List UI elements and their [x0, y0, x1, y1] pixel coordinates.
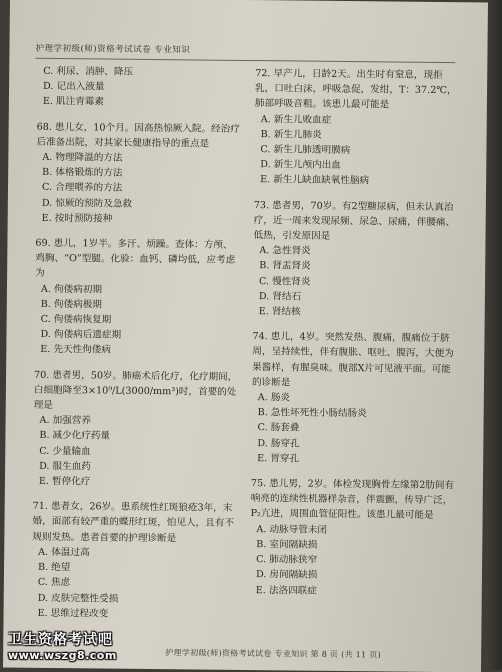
answer-option: A. 肠炎: [257, 392, 291, 404]
answer-option: A. 加强营养: [39, 415, 92, 427]
answer-option: B. 绝望: [37, 561, 71, 574]
question: [36, 119, 242, 228]
answer-option: B. 体格锻炼的方法: [42, 167, 123, 179]
answer-option: A. 体温过高: [38, 546, 90, 559]
watermark-url: www.wszg8.com: [8, 649, 117, 662]
answer-option: D. 新生儿颅内出血: [260, 159, 341, 172]
answer-option: A. 动脉导管未闭: [256, 523, 328, 536]
answer-option: E. 胃穿孔: [257, 452, 300, 465]
page-shadow: [488, 0, 502, 670]
question-stem: 72. 早产儿，日龄2天。出生时有窒息，现拒乳，口吐白沫，呼吸急促，发绀，T：37.2℃，肺部呼吸音粗。该患儿最可能是: [254, 68, 457, 111]
question-stem: 74. 患儿，4岁。突然发热、腹痛，腹痛位于脐周，呈持续性，伴有腹胀、呕吐、腹泻，大便为果酱样，有腥臭味。腹部X片可见液平面。可能的诊断是: [251, 331, 454, 389]
question: [250, 476, 456, 600]
question: [251, 329, 457, 468]
answer-option: B. 新生儿肺炎: [260, 128, 322, 141]
answer-option: E. 肾结核: [258, 306, 301, 318]
answer-option: E. 新生儿缺血缺氧性脑病: [260, 174, 370, 187]
right-column: [250, 66, 461, 610]
answer-option: E. 思维过程改变: [37, 607, 109, 620]
question: [34, 236, 240, 360]
answer-option: E. 暂停化疗: [38, 475, 91, 488]
left-column: [31, 64, 242, 633]
question: [31, 499, 237, 623]
answer-option: C. 利尿、消肿、降压: [43, 65, 134, 78]
page-footer: 护理学初级(师)资格考试试卷 专业知识 第 8 页 (共 11 页): [165, 648, 382, 660]
page-header: 护理学初级(师)资格考试试卷 专业知识: [35, 42, 455, 63]
watermark-title: 卫生资格考试吧: [8, 632, 113, 648]
answer-option: D. 记出入液量: [43, 81, 105, 93]
answer-option: E. 按时预防接种: [41, 212, 113, 225]
answer-option: D. 房间隔缺损: [255, 569, 318, 582]
question-stem: 70. 患者男，50岁。肺癌术后化疗，化疗期间，白细胞降至3×10⁹/L(3000/mm³)时，首要的处理是: [33, 369, 238, 412]
question-stem: 75. 患儿男，2岁。体检发现胸骨左缘第2肋间有响亮的连续性机器样杂音，伴震颤，传导广泛，P₂亢进，周围血管征阳性。该患儿最可能是: [250, 478, 455, 522]
question: [33, 367, 239, 491]
question: [253, 198, 459, 322]
answer-option: D. 肾结石: [258, 290, 302, 303]
answer-option: D. 服生血药: [39, 460, 91, 473]
answer-option: E. 肌注青霉素: [42, 96, 105, 108]
question: [37, 64, 242, 112]
answer-option: E. 法洛四联症: [255, 584, 317, 597]
answer-option: C. 焦虑: [37, 577, 71, 589]
site-watermark: [8, 632, 117, 664]
answer-option: C. 合理喂养的方法: [41, 182, 123, 195]
question-stem: 73. 患者男，70岁。有2型糖尿病，但未认真治疗，近一周来发现尿频、尿急、尿痛，伴腰痛、低热，引发原因是: [253, 199, 456, 242]
answer-option: A. 新生儿败血症: [260, 113, 332, 126]
answer-option: C. 少量输血: [39, 445, 91, 458]
answer-option: A. 急性肾炎: [259, 245, 311, 257]
answer-option: C. 慢性肾炎: [258, 275, 311, 288]
answer-option: B. 室间隔缺损: [256, 538, 318, 551]
question: [254, 66, 460, 190]
answer-option: C. 新生儿肺透明膜病: [260, 144, 351, 157]
answer-option: A. 物理降温的方法: [42, 151, 123, 164]
answer-option: D. 惊厥的预防及急救: [41, 197, 133, 210]
question-stem: 68. 患儿女，10个月。因高热惊厥入院。经治疗后准备出院，对其家长健康指导的重点是: [36, 121, 240, 150]
answer-option: E. 先天性佝偻病: [40, 344, 112, 357]
answer-option: B. 减少化疗药量: [39, 430, 111, 443]
answer-option: B. 肾盂肾炎: [259, 260, 311, 273]
answer-option: B. 佝偻病极期: [40, 298, 102, 311]
answer-option: B. 急性坏死性小肠结肠炎: [257, 407, 367, 420]
question-stem: 71. 患者女，26岁。患系统性红斑狼疮3年，末婚，面部有较严重的蝶形红斑，怕见人，且有不规则发热。患者首要的护理诊断是: [32, 501, 235, 544]
exam-page: [3, 0, 488, 672]
question-stem: 69. 患儿，1岁半。多汗、烦躁。查体：方颅、鸡胸、“O”型腿。化验：血钙、磷均低，应考虑为: [35, 237, 236, 280]
answer-option: D. 肠穿孔: [257, 437, 300, 450]
answer-option: C. 肺动脉狭窄: [256, 554, 318, 566]
answer-option: A. 佝偻病初期: [40, 283, 103, 296]
answer-option: D. 皮肤完整性受损: [37, 592, 119, 605]
answer-option: C. 佝偻病恢复期: [40, 313, 112, 326]
answer-option: C. 肠套叠: [257, 422, 300, 435]
answer-option: D. 佝偻病后遗症期: [40, 329, 122, 341]
